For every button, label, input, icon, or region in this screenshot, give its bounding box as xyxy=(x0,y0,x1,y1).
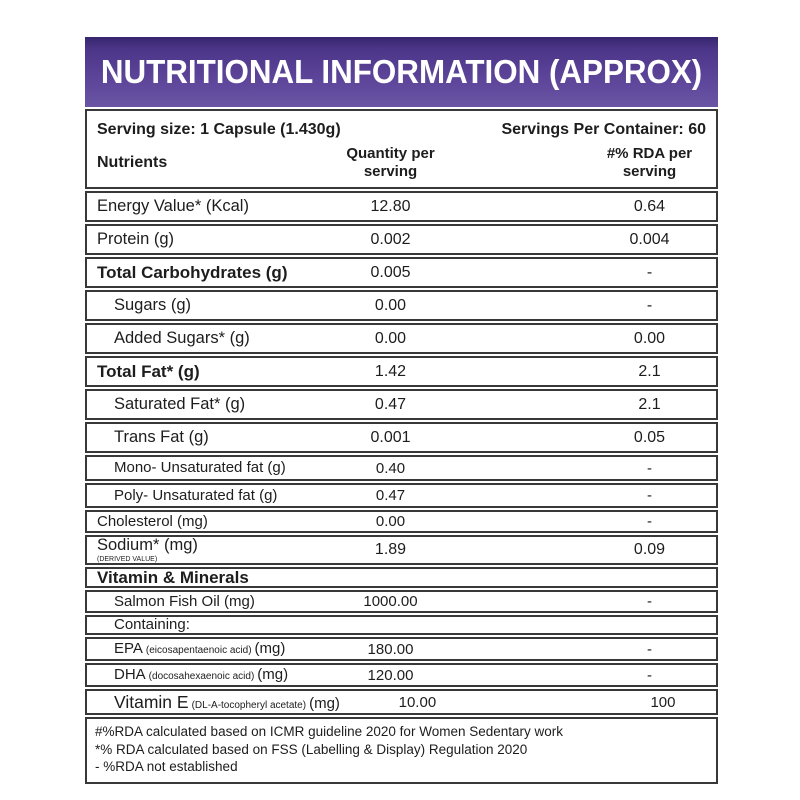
rda-value: 2.1 xyxy=(638,395,661,413)
column-header-rda-line1: #% RDA per xyxy=(606,145,693,162)
quantity-value: 0.47 xyxy=(374,395,407,413)
quantity-value: 10.00 xyxy=(398,693,437,711)
nutrient-label: Total Carbohydrates (g) xyxy=(97,262,288,282)
nutrient-label: EPA (eicosapentaenoic acid) (mg) xyxy=(114,640,286,658)
table-row xyxy=(85,535,718,565)
table-row xyxy=(85,224,718,255)
servings-per-container-label: Servings Per Container: 60 xyxy=(501,121,706,138)
nutrient-label: Poly- Unsaturated fat (g) xyxy=(114,486,278,504)
quantity-value: 180.00 xyxy=(367,640,414,658)
rda-value: - xyxy=(647,459,652,477)
table-row xyxy=(85,422,718,453)
table-header-box xyxy=(85,109,718,189)
table-row xyxy=(85,455,718,481)
rda-value: - xyxy=(647,513,652,530)
quantity-value: 0.40 xyxy=(375,459,406,477)
nutrient-label: Sugars (g) xyxy=(114,295,192,314)
table-row xyxy=(85,615,718,635)
table-row xyxy=(85,483,718,508)
column-header-rda xyxy=(583,145,716,181)
rda-value: - xyxy=(647,487,652,504)
nutrient-label: Containing: xyxy=(114,616,190,634)
quantity-value: 1.89 xyxy=(374,541,407,558)
rda-value: - xyxy=(647,666,652,684)
nutrient-label: Saturated Fat* (g) xyxy=(114,394,246,413)
table-row xyxy=(85,356,718,387)
nutrient-label: Cholesterol (mg) xyxy=(97,512,208,530)
serving-size-label: Serving size: 1 Capsule (1.430g) xyxy=(97,121,341,138)
table-row xyxy=(85,590,718,613)
page-title: NUTRITIONAL INFORMATION (APPROX) xyxy=(100,53,703,90)
table-row xyxy=(85,191,718,222)
rda-value: 0.00 xyxy=(633,329,666,347)
column-header-quantity-line1: Quantity per xyxy=(346,145,435,162)
footnote-line: #%RDA calculated based on ICMR guideline 2020 for Women Sedentary work xyxy=(95,724,564,739)
table-rows xyxy=(85,191,718,715)
nutrient-label: Sodium* (mg) (DERIVED VALUE) xyxy=(87,537,313,562)
quantity-value: 0.001 xyxy=(370,428,411,446)
nutrient-label: Vitamin E (DL-A-tocopheryl acetate) (mg) xyxy=(114,691,340,712)
nutrient-label: Mono- Unsaturated fat (g) xyxy=(114,459,286,477)
column-header-rda-line2: serving xyxy=(622,163,677,180)
table-row xyxy=(85,257,718,288)
table-row xyxy=(85,323,718,354)
table-row xyxy=(85,389,718,420)
footnotes-box xyxy=(85,717,718,784)
quantity-value: 0.47 xyxy=(375,487,406,504)
rda-value: 0.004 xyxy=(629,230,670,248)
serving-row xyxy=(87,119,716,139)
nutrient-label: Protein (g) xyxy=(97,229,175,248)
quantity-value: 120.00 xyxy=(367,666,414,684)
rda-value: - xyxy=(646,296,653,314)
table-row xyxy=(85,290,718,321)
footnote-line: - %RDA not established xyxy=(95,759,238,775)
column-header-quantity-line2: serving xyxy=(363,163,418,180)
rda-value: 0.64 xyxy=(633,197,666,215)
nutrient-label: Total Fat* (g) xyxy=(97,361,200,381)
rda-value: - xyxy=(647,593,652,610)
table-row xyxy=(85,663,718,687)
nutrient-label: DHA (docosahexaenoic acid) (mg) xyxy=(114,666,289,684)
rda-value: 0.05 xyxy=(633,428,666,446)
table-row xyxy=(85,510,718,533)
nutrient-sub-note: (DERIVED VALUE) xyxy=(97,555,158,563)
quantity-value: 0.005 xyxy=(370,263,411,281)
rda-value: - xyxy=(646,263,653,281)
quantity-value: 0.00 xyxy=(374,329,407,347)
rda-value: - xyxy=(647,640,652,658)
quantity-value: 0.00 xyxy=(374,296,407,314)
table-row xyxy=(85,637,718,661)
rda-value: 0.09 xyxy=(633,541,666,558)
rda-value: 2.1 xyxy=(638,362,661,380)
nutrient-label: Energy Value* (Kcal) xyxy=(97,196,249,215)
nutrient-label: Trans Fat (g) xyxy=(114,427,209,446)
quantity-value: 0.002 xyxy=(370,230,411,248)
title-band xyxy=(85,37,718,107)
table-row xyxy=(85,567,718,588)
table-row xyxy=(85,689,718,715)
quantity-value: 1.42 xyxy=(374,362,407,380)
footnote-line: *% RDA calculated based on FSS (Labelling & Display) Regulation 2020 xyxy=(95,741,528,757)
quantity-value: 1000.00 xyxy=(363,593,418,610)
rda-value: 100 xyxy=(650,693,676,711)
nutrient-label: Vitamin & Minerals xyxy=(97,567,249,587)
nutrition-label xyxy=(85,37,718,784)
column-header-nutrients: Nutrients xyxy=(97,154,168,171)
column-header-quantity xyxy=(313,145,468,181)
quantity-value: 0.00 xyxy=(375,513,406,530)
quantity-value: 12.80 xyxy=(370,197,411,215)
column-headers-row xyxy=(87,145,716,181)
nutrient-label: Salmon Fish Oil (mg) xyxy=(114,592,255,610)
nutrient-label: Added Sugars* (g) xyxy=(114,328,250,347)
